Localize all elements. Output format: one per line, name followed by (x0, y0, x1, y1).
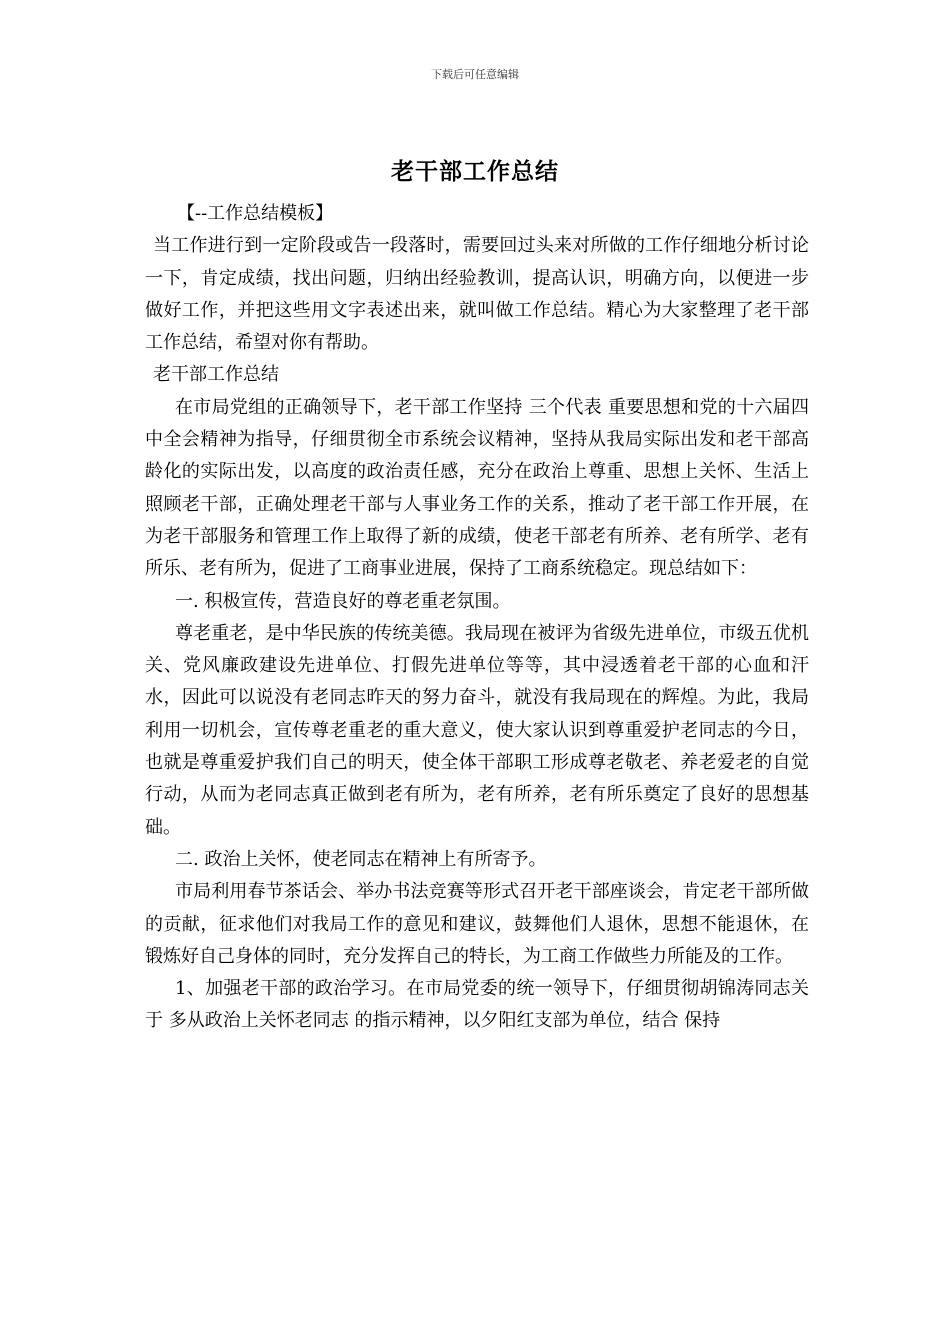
section-heading: 老干部工作总结 (153, 364, 279, 386)
subheading-one: 一. 积极宣传，营造良好的尊老重老氛围。 (175, 590, 511, 612)
body-paragraph: 尊老重老，是中华民族的传统美德。我局现在被评为省级先进单位，市级五优机关、党风廉政建设先进单位、打假先进单位等等，其中浸透着老干部的心血和汗水，因此可以说没有老同志昨天的努力奋斗，就没有我局现在的辉煌。为此，我局利用一切机会，宣传尊老重老的重大意义，使大家认识到尊重爱护老同志的今日，也就是尊重爱护我们自己的明天，使全体干部职工形成尊老敬老、养老爱老的自觉行动，从而为老同志真正做到老有所为，老有所养，老有所乐奠定了良好的思想基础。 (145, 622, 809, 838)
header-note: 下载后可任意编辑 (431, 68, 519, 81)
template-label: 【--工作总结模板】 (177, 203, 334, 224)
document-body (145, 198, 809, 1038)
intro-paragraph: 当工作进行到一定阶段或告一段落时，需要回过头来对所做的工作仔细地分析讨论一下，肯定成绩，找出问题，归纳出经验教训，提高认识，明确方向，以便进一步做好工作，并把这些用文字表述出来，就叫做工作总结。精心为大家整理了老干部工作总结，希望对你有帮助。 (145, 235, 809, 354)
body-paragraph: 1、加强老干部的政治学习。在市局党委的统一领导下，仔细贯彻胡锦涛同志关于 多从政治上关怀老同志 的指示精神，以夕阳红支部为单位，结合 保持 (145, 978, 809, 1032)
subheading-two: 二. 政治上关怀，使老同志在精神上有所寄予。 (175, 848, 547, 870)
body-paragraph: 市局利用春节茶话会、举办书法竞赛等形式召开老干部座谈会，肯定老干部所做的贡献，征求他们对我局工作的意见和建议，鼓舞他们人退休，思想不能退休，在锻炼好自己身体的同时，充分发挥自己的特长，为工商工作做些力所能及的工作。 (145, 881, 809, 967)
body-paragraph: 在市局党组的正确领导下，老干部工作坚持 三个代表 重要思想和党的十六届四中全会精神为指导，仔细贯彻全市系统会议精神，坚持从我局实际出发和老干部高龄化的实际出发，以高度的政治责任感，充分在政治上尊重、思想上关怀、生活上照顾老干部，正确处理老干部与人事业务工作的关系，推动了老干部工作开展，在为老干部服务和管理工作上取得了新的成绩，使老干部老有所养、老有所学、老有所乐、老有所为，促进了工商事业进展，保持了工商系统稳定。现总结如下： (145, 396, 809, 580)
document-title: 老干部工作总结 (391, 158, 559, 185)
